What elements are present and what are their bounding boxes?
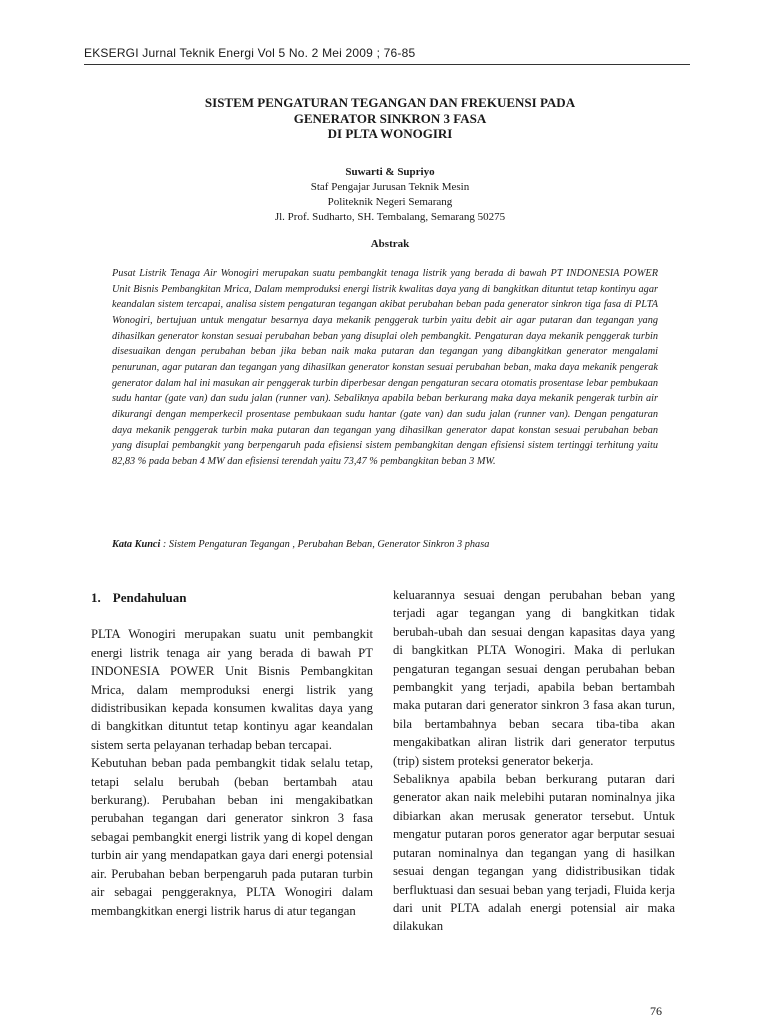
page-number: 76	[650, 1004, 662, 1018]
body-paragraph: Kebutuhan beban pada pembangkit tidak selalu tetap, tetapi selalu berubah (beban bertambah atau berkurang). Perubahan beban ini mengakibatkan perubahan tegangan dari generator sinkron 3 fasa sebagai pembangkit energi listrik yang di kopel dengan turbin air yang mendapatkan gaya dari energi potensial air. Perubahan beban berpengaruh pada putaran turbin air sebagai penggeraknya, PLTA Wonogiri dalam membangkitkan energi listrik harus di atur tegangan	[91, 756, 373, 918]
abstract-text: Pusat Listrik Tenaga Air Wonogiri merupakan suatu pembangkit tenaga listrik yang berada di bawah PT INDONESIA POWER Unit Bisnis Pembangkitan Mrica, Dalam memproduksi energi listrik kwalitas daya yang di bangkitkan dituntut tetap kontinyu agar keandalan sistem tercapai, analisa sistem pengaturan tegangan akibat perubahan beban pada generator sinkron tiga fasa di PLTA Wonogiri, bertujuan untuk mengatur besarnya daya mekanik penggerak turbin yaitu debit air agar putaran dan tegangan yang dihasilkan generator konstan sesuai perubahan beban yang disuplai oleh pembangkit. Pengaturan daya mekanik penggerak turbin disesuaikan dengan perubahan beban jika beban naik maka putaran dan tegangan yang dibangkitkan generator mengalami penurunan, agar putaran dan tegangan yang dihasilkan generator konstan sesuai perubahan beban, maka daya mekanik pengerak generator dalam hal ini masukan air penggerak turbin diperbesar dengan pengaturan secara otomatis prosentase lebar pembukaan sudu hantar (gate van) dan sudu jalan (runner van). Sebaliknya apabila beban berkurang maka daya mekanik pengerak turbin air dikurangi dengan memperkecil prosentase pembukaan sudu hantar (gate van) dan sudu jalan (runner van). Dengan pengaturan daya mekanik penggerak turbin maka putaran dan tegangan yang dihasilkan generator dapat konstan sesuai perubahan beban yang disuplai pembangkit yang berpengaruh pada efisiensi sistem pembangkitan dengan efisiensi sistem tertinggi terhitung yaitu 82,83 % pada beban 4 MW dan efisiensi terendah yaitu 73,47 % pembangkitan beban 3 MW.	[112, 268, 658, 467]
right-column	[393, 586, 675, 936]
affiliation-line: Jl. Prof. Sudharto, SH. Tembalang, Semarang 50275	[274, 211, 506, 223]
section-title: Pendahuluan	[112, 590, 187, 605]
section-heading	[91, 589, 373, 607]
keywords-text: : Sistem Pengaturan Tegangan , Perubahan Beban, Generator Sinkron 3 phasa	[160, 539, 490, 550]
running-header	[84, 46, 690, 65]
journal-citation: EKSERGI Jurnal Teknik Energi Vol 5 No. 2 Mei 2009 ; 76-85	[84, 46, 416, 60]
title-line: GENERATOR SINKRON 3 FASA	[293, 110, 487, 126]
body-paragraph: PLTA Wonogiri merupakan suatu unit pembangkit energi listrik tenaga air yang berada di bawah PT INDONESIA POWER Unit Bisnis Pembangkitan Mrica, dalam memproduksi energi listrik yang didistribusikan kepada konsumen kwalitas daya yang di bangkitkan dituntut tetap kontinyu agar keandalan sistem serta pelayanan terhadap beban tercapai.	[91, 627, 373, 752]
body-paragraph: Sebaliknya apabila beban berkurang putaran dari generator akan naik melebihi putaran nominalnya jika dibiarkan akan merusak generator tersebut. Untuk mengatur putaran poros generator agar berputar sesuai putaran nominalnya dan tegangan yang di hasilkan sesuai dengan tegangan yang didistribusikan tidak berfluktuasi dan sesuai beban yang terjadi, Fluida kerja dari unit PLTA adalah energi potensial air maka dilakukan	[393, 772, 675, 934]
paper-title	[100, 95, 680, 142]
affiliation-line: Politeknik Negeri Semarang	[327, 196, 453, 208]
left-column	[91, 586, 373, 920]
author-names: Suwarti & Supriyo	[345, 166, 435, 178]
title-line: SISTEM PENGATURAN TEGANGAN DAN FREKUENSI PADA	[204, 95, 576, 110]
keywords	[112, 539, 672, 550]
author-block	[100, 165, 680, 225]
title-line: DI PLTA WONOGIRI	[327, 126, 453, 141]
body-paragraph: keluarannya sesuai dengan perubahan beban yang terjadi agar tegangan yang di bangkitkan tidak berubah-ubah dan sesuai dengan kapasitas daya yang di bangkitkan PLTA Wonogiri. Maka di perlukan pengaturan tegangan sesuai dengan perubahan beban pembangkit yang terjadi, apabila beban bertambah maka putaran dari generator sinkron 3 fasa akan turun, bila bertambahnya beban secara tiba-tiba akan mengakibatkan aliran listrik dari generator terputus (trip) sistem proteksi generator bekerja.	[393, 588, 675, 768]
keywords-label: Kata Kunci	[112, 539, 161, 550]
abstract-heading: Abstrak	[370, 238, 410, 250]
affiliation-line: Staf Pengajar Jurusan Teknik Mesin	[310, 181, 470, 193]
section-number: 1.	[91, 590, 101, 605]
